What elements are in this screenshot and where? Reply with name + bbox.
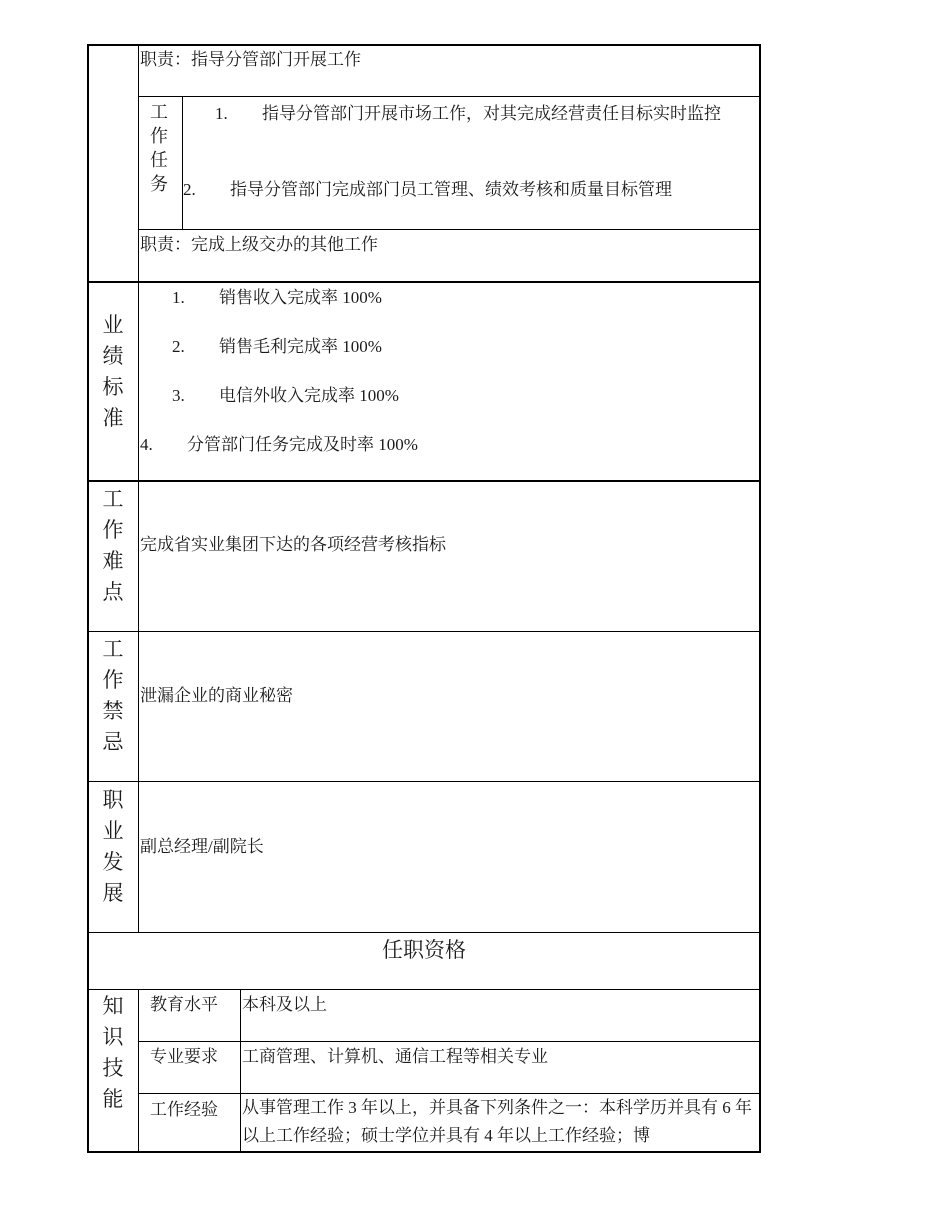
perf-text: 电信外收入完成率 100% bbox=[219, 386, 399, 405]
qualification-header: 任职资格 bbox=[382, 938, 466, 962]
career-text: 副总经理/副院长 bbox=[140, 837, 264, 856]
perf-text: 销售毛利完成率 100% bbox=[219, 337, 382, 356]
perf-number: 2. bbox=[172, 337, 185, 356]
task-text: 指导分管部门开展市场工作，对其完成经营责任目标实时监控 bbox=[262, 104, 721, 123]
key-column-divider bbox=[240, 989, 241, 1153]
duty-title-1: 职责：指导分管部门开展工作 bbox=[140, 50, 361, 69]
label-column-divider-lower bbox=[138, 989, 139, 1153]
row-divider bbox=[87, 631, 761, 632]
table-border-right bbox=[759, 44, 761, 1153]
duty-title-2: 职责：完成上级交办的其他工作 bbox=[140, 235, 378, 254]
perf-text: 销售收入完成率 100% bbox=[219, 288, 382, 307]
task-label: 工作任务 bbox=[150, 102, 168, 194]
career-label: 职业发展 bbox=[102, 788, 124, 905]
perf-text: 分管部门任务完成及时率 100% bbox=[187, 435, 418, 454]
prohibition-label: 工作禁忌 bbox=[102, 637, 124, 754]
task-number: 1. bbox=[215, 104, 228, 123]
row-divider bbox=[138, 96, 761, 97]
qual-key-education: 教育水平 bbox=[150, 995, 218, 1014]
knowledge-skill-label: 知识技能 bbox=[102, 994, 124, 1111]
row-divider bbox=[87, 281, 761, 283]
difficulty-label: 工作难点 bbox=[102, 487, 124, 604]
qual-key-major: 专业要求 bbox=[150, 1047, 218, 1066]
row-divider bbox=[87, 781, 761, 782]
row-divider bbox=[87, 480, 761, 482]
qual-value-experience: 从事管理工作 3 年以上，并具备下列条件之一：本科学历并具有 6 年以上工作经验；硕士学位并具有 4 年以上工作经验；博 bbox=[242, 1098, 752, 1145]
performance-label: 业绩标准 bbox=[102, 313, 124, 430]
perf-number: 1. bbox=[172, 288, 185, 307]
prohibition-text: 泄漏企业的商业秘密 bbox=[140, 686, 293, 705]
task-number: 2. bbox=[183, 180, 196, 199]
perf-number: 4. bbox=[140, 435, 153, 454]
difficulty-text: 完成省实业集团下达的各项经营考核指标 bbox=[140, 535, 446, 554]
task-text: 指导分管部门完成部门员工管理、绩效考核和质量目标管理 bbox=[230, 180, 672, 199]
perf-number: 3. bbox=[172, 386, 185, 405]
qual-value-major: 工商管理、计算机、通信工程等相关专业 bbox=[242, 1047, 548, 1066]
table-border-bottom bbox=[87, 1151, 761, 1153]
task-label-divider bbox=[182, 96, 183, 230]
qual-key-experience: 工作经验 bbox=[150, 1100, 218, 1119]
qual-value-education: 本科及以上 bbox=[242, 995, 327, 1014]
